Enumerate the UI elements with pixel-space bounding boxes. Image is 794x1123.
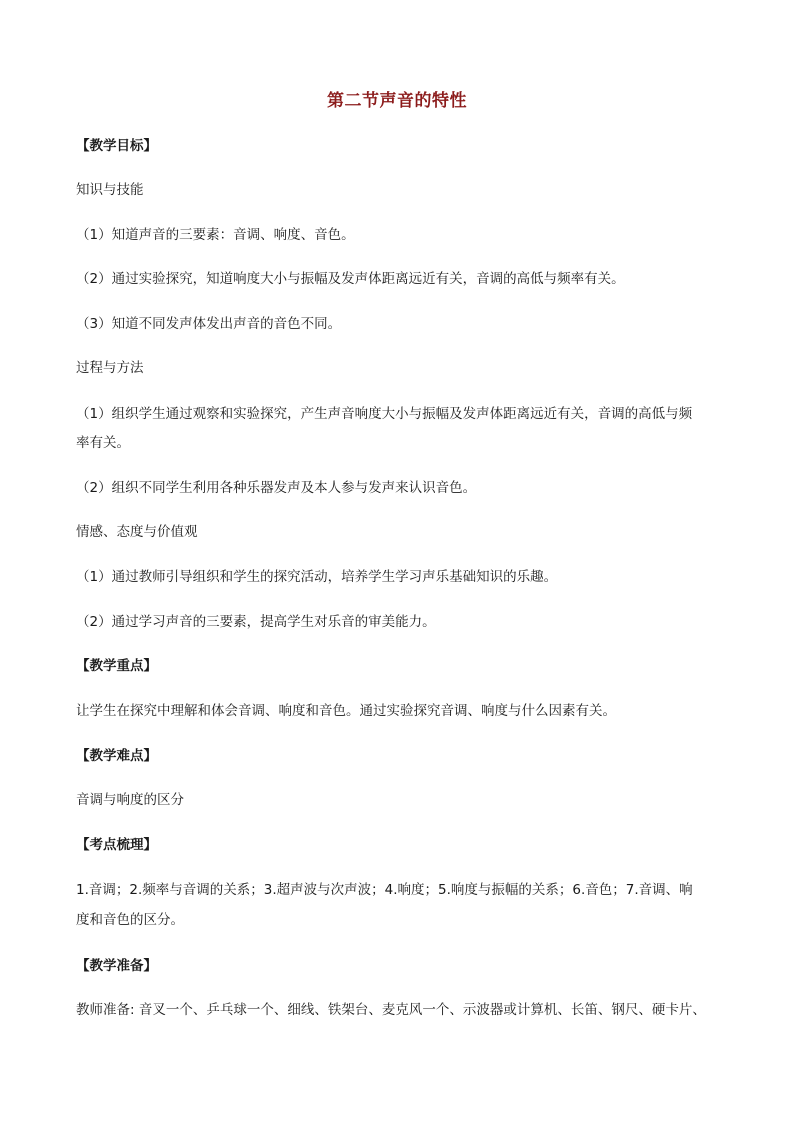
knowledge-item-1: （1）知道声音的三要素：音调、响度、音色。 bbox=[76, 227, 355, 243]
page-title: 第二节声音的特性 bbox=[327, 91, 467, 111]
knowledge-item-2: （2）通过实验探究，知道响度大小与振幅及发声体距离远近有关，音调的高低与频率有关。 bbox=[76, 271, 625, 287]
exam-line-1: 1.音调；2.频率与音调的关系；3.超声波与次声波；4.响度；5.响度与振幅的关系；6.音色；7.音调、响 bbox=[76, 882, 693, 898]
knowledge-item-3: （3）知道不同发声体发出声音的音色不同。 bbox=[76, 316, 342, 332]
prep-heading: 【教学准备】 bbox=[76, 958, 157, 974]
exam-line-2: 度和音色的区分。 bbox=[76, 912, 184, 928]
emotion-item-2: （2）通过学习声音的三要素，提高学生对乐音的审美能力。 bbox=[76, 614, 436, 630]
process-item-1: （1）组织学生通过观察和实验探究，产生声音响度大小与振幅及发声体距离远近有关，音调的高低与频 bbox=[76, 406, 693, 422]
difficulty-heading: 【教学难点】 bbox=[76, 748, 157, 764]
process-item-1-cont: 率有关。 bbox=[76, 435, 130, 451]
focus-text: 让学生在探究中理解和体会音调、响度和音色。通过实验探究音调、响度与什么因素有关。 bbox=[76, 703, 616, 719]
difficulty-text: 音调与响度的区分 bbox=[76, 792, 184, 808]
prep-text: 教师准备: 音叉一个、乒乓球一个、细线、铁架台、麦克风一个、示波器或计算机、长笛、钢尺、硬卡片、 bbox=[76, 1002, 706, 1018]
emotion-item-1: （1）通过教师引导组织和学生的探究活动，培养学生学习声乐基础知识的乐趣。 bbox=[76, 569, 558, 585]
emotion-heading: 情感、态度与价值观 bbox=[76, 524, 198, 540]
exam-heading: 【考点梳理】 bbox=[76, 837, 157, 853]
knowledge-heading: 知识与技能 bbox=[76, 182, 144, 198]
focus-heading: 【教学重点】 bbox=[76, 658, 157, 674]
objectives-heading: 【教学目标】 bbox=[76, 138, 157, 154]
process-item-2: （2）组织不同学生利用各种乐器发声及本人参与发声来认识音色。 bbox=[76, 480, 477, 496]
process-heading: 过程与方法 bbox=[76, 360, 144, 376]
